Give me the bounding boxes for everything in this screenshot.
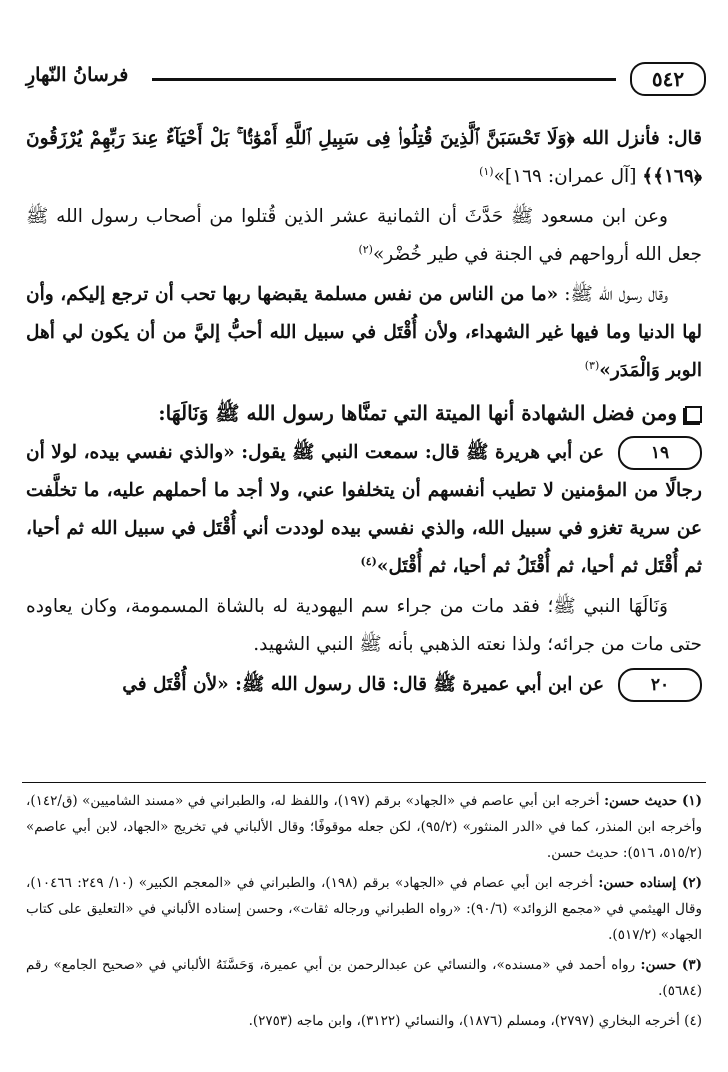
header-rule <box>152 78 616 81</box>
hadith-number-19: ١٩ <box>618 436 702 470</box>
paragraph-2 <box>26 198 702 274</box>
square-bullet-icon <box>685 406 702 423</box>
footnote-4 <box>26 1008 702 1034</box>
footnote-marker-2: (٢) <box>358 242 373 256</box>
page-header <box>22 62 706 102</box>
footnote-marker-3: (٣) <box>584 358 600 372</box>
book-page <box>22 22 706 1050</box>
footnote-2-text: أخرجه ابن أبي عصام في «الجهاد» برقم (١٩٨)، والطبراني في «المعجم الكبير» (١٠/ ٢٤٩: ١٠٤٦٦)، وقال الهيثمي في «مجمع الزوائد» (٩٠/٦): «رواه الطبراني ورجاله ثقات»، وحسن إسناده الألباني في «التعليق على كتاب الجهاد» (٥١٧/٢). <box>26 875 702 943</box>
hadith-20 <box>26 666 702 704</box>
p1-lead: قال: فأنزل الله <box>574 128 703 149</box>
footnote-separator <box>22 782 706 783</box>
footnote-1 <box>26 788 702 866</box>
running-title: فرسانُ النّهارِ <box>26 64 129 86</box>
paragraph-3 <box>26 276 702 390</box>
p3-lead: وقال رسول الله ﷺ: <box>558 284 669 305</box>
page-number: ٥٤٢ <box>630 62 706 96</box>
footnote-1-key: (١) حديث حسن: <box>604 793 702 809</box>
paragraph-4 <box>26 588 702 664</box>
quran-verse: ﴿وَلَا تَحْسَبَنَّ ٱلَّذِينَ قُتِلُوا۟ فِى سَبِيلِ ٱللَّهِ أَمْوَٰتًۢا ۚ بَلْ أَحْيَآءٌ عِندَ رَبِّهِمْ يُرْزَقُونَ ﴿١٦٩﴾﴾ <box>26 128 702 187</box>
footnote-3-text: رواه أحمد في «مسنده»، والنسائي عن عبدالرحمن بن أبي عميرة، وَحَسَّنَهُ الألباني في «صحيح الجامع» رقم (٥٦٨٤). <box>26 957 702 999</box>
footnote-marker-1: (١) <box>479 164 494 178</box>
footnote-marker-4: (٤) <box>360 554 377 568</box>
section-heading-text: ومن فضل الشهادة أنها الميتة التي تمنَّاها رسول الله ﷺ وَنَالَهَا: <box>158 401 677 425</box>
hadith-20-text: عن ابن أبي عميرة ﷺ قال: قال رسول الله ﷺ: «لأن أُقْتَل في <box>122 674 604 695</box>
p2-text: وعن ابن مسعود ﷺ حَدَّثَ أن الثمانية عشر الذين قُتلوا من أصحاب رسول الله ﷺ جعل الله أرواحهم في الجنة في طير خُضْر» <box>26 206 702 265</box>
footnote-3-key: (٣) حسن: <box>640 957 702 973</box>
section-heading <box>26 394 702 432</box>
p4-text: وَنَالَهَا النبي ﷺ؛ فقد مات من جراء سم اليهودية له بالشاة المسمومة، وكان يعاوده حتى مات من جرائه؛ ولذا نعته الذهبي بأنه ﷺ النبي الشهيد. <box>26 596 702 655</box>
footnote-3 <box>26 952 702 1004</box>
hadith-number-20: ٢٠ <box>618 668 702 702</box>
quran-reference: [آل عمران: ١٦٩]» <box>493 166 643 187</box>
footnotes <box>26 788 702 1038</box>
footnote-1-text: أخرجه ابن أبي عاصم في «الجهاد» برقم (١٩٧)، واللفظ له، والطبراني في «مسند الشاميين» (ق/١٤٢)، وأخرجه ابن المنذر، كما في «الدر المنثور» (٩٥/٢)، لكن جعله موقوفًا؛ وقال الألباني في تخريج «الجهاد، لابن أبي عاصم» (٥١٥/٢، ٥١٦): حديث حسن. <box>26 793 702 861</box>
p3-hadith: «ما من الناس من نفس مسلمة يقبضها ربها تحب أن ترجع إليكم، وأن لها الدنيا وما فيها غير الشهداء، ولأن أُقْتَل في سبيل الله أحبُّ إليَّ من أن يكون لي أهل الوبر وَالْمَدَر» <box>26 284 702 381</box>
hadith-19 <box>26 434 702 586</box>
footnote-2 <box>26 870 702 948</box>
hadith-19-text: عن أبي هريرة ﷺ قال: سمعت النبي ﷺ يقول: «والذي نفسي بيده، لولا أن رجالًا من المؤمنين لا تطيب أنفسهم أن يتخلفوا عني، ولا أجد ما أحملهم عليه، ما تخلَّفت عن سرية تغزو في سبيل الله، والذي نفسي بيده لوددت أني أُقْتَل في سبيل الله ثم أحيا، ثم أُقْتَل ثم أحيا، ثم أُقْتَلُ ثم أحيا، ثم أُقْتَل» <box>26 442 702 577</box>
paragraph-1 <box>26 120 702 196</box>
main-text <box>26 120 702 706</box>
footnote-2-key: (٢) إسناده حسن: <box>598 875 702 891</box>
footnote-4-key: (٤) <box>684 1013 702 1029</box>
footnote-4-text: أخرجه البخاري (٢٧٩٧)، ومسلم (١٨٧٦)، والنسائي (٣١٢٢)، وابن ماجه (٢٧٥٣). <box>248 1013 685 1029</box>
